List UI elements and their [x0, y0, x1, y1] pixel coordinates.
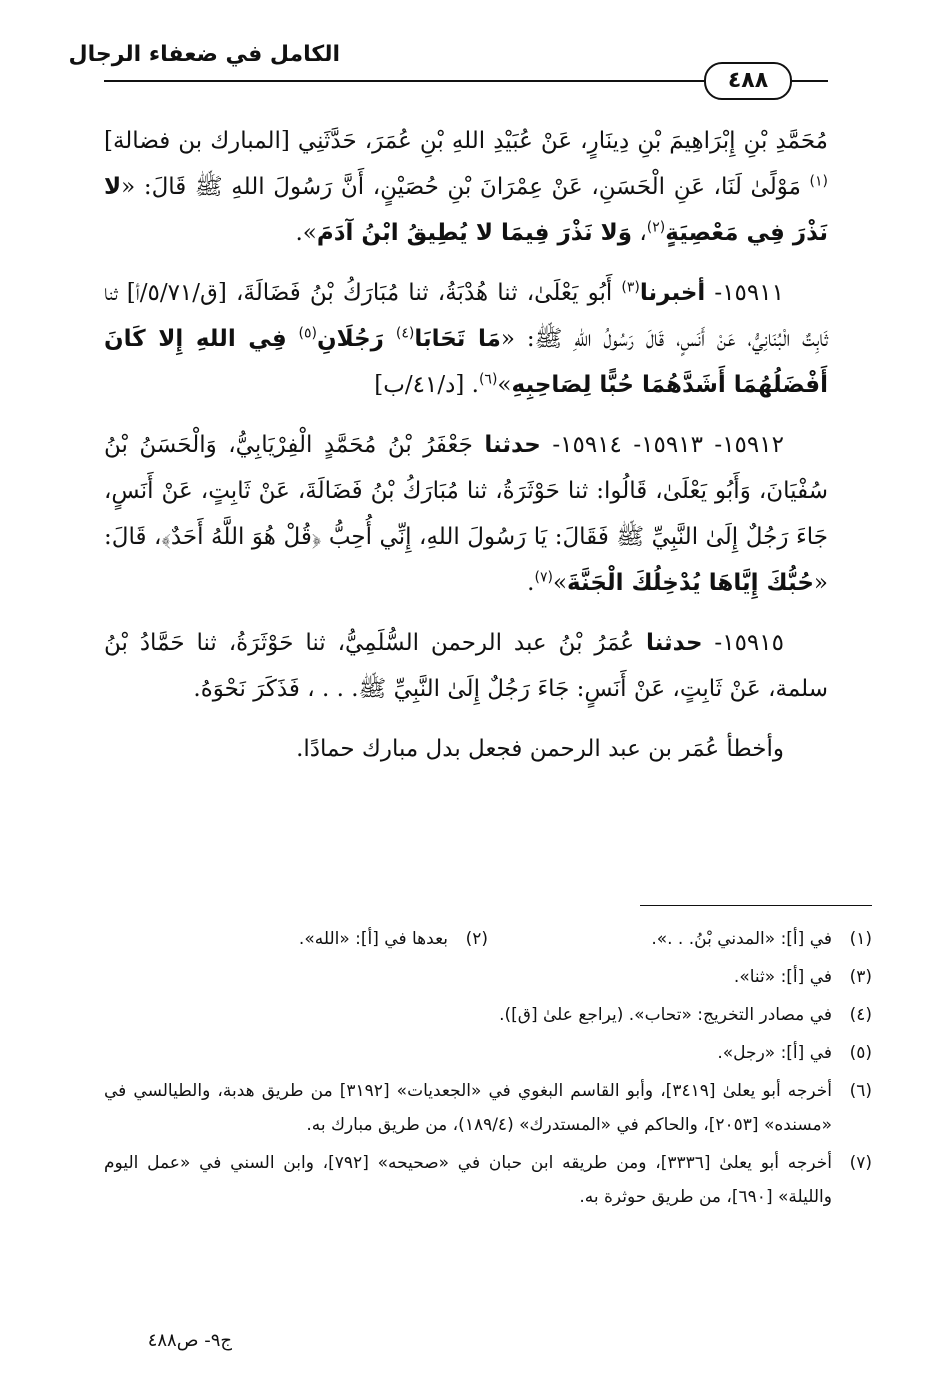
hadith-number: ١٥٩١١- — [705, 280, 784, 306]
narration-verb: حدثنا — [484, 432, 541, 458]
text: جَعْفَرُ بْنُ مُحَمَّدٍ الْفِرْيَابِيُّ، وَالْحَسَنُ بْنُ سُفْيَانَ، وَأَبُو يَعْلَىٰ، قَالُوا: ثنا حَوْثَرَةُ، ثنا مُبَارَكُ بْنُ فَضَالَةَ، عَنْ ثَابِتٍ، عَنْ أَنَسٍ، جَاءَ رَجُلٌ إِلَىٰ النَّبِيِّ ﷺ فَقَالَ: يَا رَسُولَ اللهِ، إِنِّي أُحِبُّ ﴿قُلْ هُوَ اللَّهُ أَحَدٌ﴾، قَالَ: « — [104, 432, 828, 596]
paragraph-4 — [104, 620, 828, 712]
footnote-text: في [أ]: «ثنا». — [733, 967, 832, 987]
footnote-ref: (١) — [809, 173, 828, 190]
paragraph-5 — [104, 726, 828, 772]
footnotes — [104, 922, 872, 1218]
footnote-number: (٣) — [849, 967, 872, 987]
book-title: الكامل في ضعفاء الرجال — [68, 42, 340, 67]
footnote-number: (٢) — [465, 929, 488, 949]
text: أَبُو يَعْلَىٰ، ثنا هُدْبَةُ، ثنا مُبَارَكُ بْنُ فَضَالَةَ، [ق/٥/٧١/أ] ثنا ثَابِتٌ الْبُنَانِيُّ، عَنْ أَنَسٍ، قَالَ رَسُولُ اللهِ ﷺ: « — [104, 280, 829, 352]
main-text — [104, 118, 828, 786]
footnote-number: (٦) — [849, 1081, 872, 1101]
footnote-text: أخرجه أبو يعلىٰ [٣٣٣٦]، ومن طريقه ابن حبان في «صحيحه» [٧٩٢]، وابن السني في «عمل اليوم والليلة» [٦٩٠]، من طريق حوثرة به. — [104, 1153, 832, 1207]
hadith-text: رَجُلَانِ — [317, 326, 384, 352]
text: عُمَرُ بْنُ عبد الرحمن السُّلَمِيُّ، ثنا حَوْثَرَةُ، ثنا حَمَّادُ بْنُ سلمة، عَنْ ثَابِتٍ، عَنْ أَنَسٍ: جَاءَ رَجُلٌ إِلَىٰ النَّبِيِّ ﷺ. . . ، فَذَكَرَ نَحْوَهُ. — [104, 630, 828, 702]
footnote-ref: (٣) — [621, 279, 640, 296]
footnote-row — [104, 922, 872, 960]
hadith-number: ١٥٩١٢- ١٥٩١٣- ١٥٩١٤- — [540, 432, 784, 458]
text — [384, 326, 396, 352]
hadith-text: مَا تَحَابَا — [414, 326, 501, 352]
footnote-divider — [640, 905, 872, 906]
hadith-text: وَلا نَذْرَ فِيمَا لا يُطِيقُ ابْنُ آدَمَ — [316, 220, 633, 246]
footnote-3 — [104, 960, 872, 994]
footnote-ref: (٧) — [534, 569, 553, 586]
footnote-number: (٧) — [849, 1153, 872, 1173]
hadith-text: فِي اللهِ إِلا كَانَ أَفْضَلُهُمَا أَشَدَّهُمَا حُبًّا لِصَاحِبِهِ — [104, 326, 828, 398]
text: » — [552, 570, 568, 596]
footnote-number: (٤) — [849, 1005, 872, 1025]
footnote-7 — [104, 1146, 872, 1214]
paragraph-1 — [104, 118, 828, 256]
footnote-text: في مصادر التخريج: «تحاب». (يراجع علىٰ [ق]). — [499, 1005, 832, 1025]
footnote-number: (٥) — [849, 1043, 872, 1063]
footnote-text: في [أ]: «رجل». — [717, 1043, 832, 1063]
footnote-text: أخرجه أبو يعلىٰ [٣٤١٩]، وأبو القاسم البغوي في «الجعديات» [٣١٩٢] من طريق هدبة، والطيالسي في «مسنده» [٢٠٥٣]، والحاكم في «المستدرك» (١٨٩/٤)، من طريق مبارك به. — [104, 1081, 832, 1135]
footnote-ref: (٦) — [478, 371, 498, 388]
text: » — [497, 372, 512, 398]
volume-page-reference: ج٩- ص٤٨٨ — [147, 1330, 232, 1351]
footnote-5 — [104, 1036, 872, 1070]
page-number-badge: ٤٨٨ — [704, 62, 792, 100]
text: مُحَمَّدِ بْنِ إِبْرَاهِيمَ بْنِ دِينَارٍ، عَنْ عُبَيْدِ اللهِ بْنِ عُمَرَ، حَدَّثَنِي [المبارك بن فضالة] — [104, 128, 828, 154]
footnote-2 — [104, 922, 488, 956]
paragraph-3 — [104, 422, 828, 606]
narration-verb: أخبرنا — [639, 280, 706, 306]
hadith-text: لا نَذْرَ فِي مَعْصِيَةٍ — [104, 174, 828, 246]
text: وأخطأ عُمَر بن عبد الرحمن فجعل بدل مبارك حمادًا. — [296, 736, 784, 762]
narration-verb: حدثنا — [646, 630, 703, 656]
footnote-number: (١) — [849, 929, 872, 949]
footnote-6 — [104, 1074, 872, 1142]
footnote-1 — [488, 922, 872, 956]
text: ، — [632, 220, 647, 246]
hadith-text: حُبُّكَ إِيَّاهَا يُدْخِلُكَ الْجَنَّةَ — [567, 570, 814, 596]
paragraph-2 — [104, 270, 828, 408]
text: . [د/٤١/ب] — [374, 372, 479, 398]
text — [287, 326, 299, 352]
text: مَوْلًىٰ لَنَا، عَنِ الْحَسَنِ، عَنْ عِمْرَانَ بْنِ حُصَيْنٍ، أَنَّ رَسُولَ اللهِ ﷺ قَالَ: « — [121, 174, 810, 200]
footnote-text: في [أ]: «المدني بْنُ. . .». — [651, 929, 832, 949]
footnote-4 — [104, 998, 872, 1032]
footnote-ref: (٤) — [395, 325, 415, 342]
text: . — [527, 570, 535, 596]
text: ». — [295, 220, 317, 246]
hadith-number: ١٥٩١٥- — [702, 630, 784, 656]
footnote-ref: (٥) — [298, 325, 318, 342]
footnote-ref: (٢) — [646, 219, 666, 236]
footnote-text: بعدها في [أ]: «الله». — [298, 929, 448, 949]
